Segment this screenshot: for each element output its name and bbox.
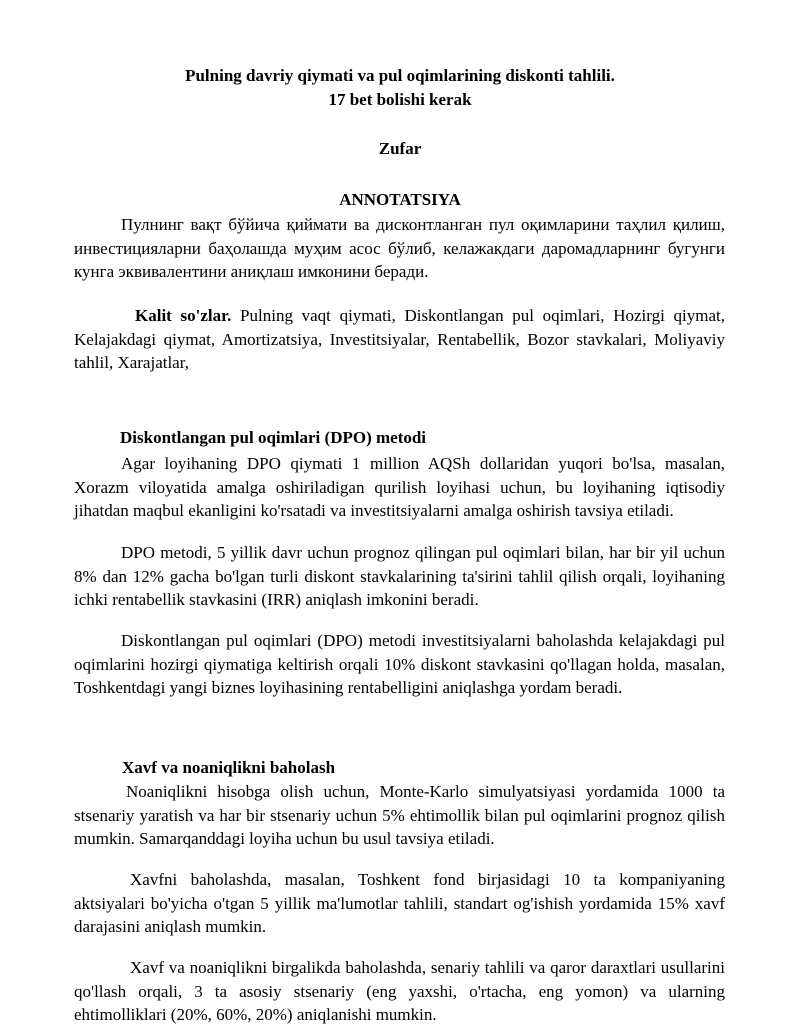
author-name: Zufar [378, 139, 422, 158]
document-title-line-1: Pulning davriy qiymati va pul oqimlarining diskonti tahlili. [185, 66, 615, 85]
keywords-paragraph [74, 304, 725, 375]
section-heading-dpo: Diskontlangan pul oqimlari (DPO) metodi [120, 428, 427, 447]
section-2-paragraph-1: Noaniqlikni hisobga olish uchun, Monte-Karlo simulyatsiyasi yordamida 1000 ta stsenariy yaratish va har bir stsenariy uchun 5% ehtimollik bilan pul oqimlarini prognoz qilish mumkin. Samarqanddagi loyiha uchun bu usul tavsiya etiladi. [74, 782, 725, 848]
document-title-line-2: 17 bet bolishi kerak [328, 90, 472, 109]
abstract-paragraph: Пулнинг вақт бўйича қиймати ва дисконтланган пул оқимларини таҳлил қилиш, инвестицияларни баҳолашда муҳим асос бўлиб, келажакдаги даромадларнинг бугунги кунга эквивалентини аниқлаш имконини беради. [74, 215, 725, 281]
section-2-paragraph-3: Xavf va noaniqlikni birgalikda baholashda, senariy tahlili va qaror daraxtlari usullarini qo'llash orqali, 3 ta asosiy stsenariy (eng yaxshi, o'rtacha, eng yomon) va ularning ehtimolliklari (20%, 60%, 20%) aniqlanishi mumkin. [74, 958, 725, 1024]
keywords-label: Kalit so'zlar. [135, 306, 232, 325]
section-1-paragraph-3: Diskontlangan pul oqimlari (DPO) metodi investitsiyalarni baholashda kelajakdagi pul oqimlarini hozirgi qiymatiga keltirish orqali 10% diskont stavkasini qo'llagan holda, masalan, Toshkentdagi yangi biznes loyihasining rentabelligini aniqlashga yordam beradi. [74, 631, 725, 697]
section-1-paragraph-1: Agar loyihaning DPO qiymati 1 million AQSh dollaridan yuqori bo'lsa, masalan, Xorazm viloyatida amalga oshiriladigan qurilish loyihasi uchun, bu loyihaning iqtisodiy jihatdan maqbul ekanligini ko'rsatadi va investitsiyalarni amalga oshirish tavsiya etiladi. [74, 454, 725, 520]
section-2-paragraph-2: Xavfni baholashda, masalan, Toshkent fond birjasidagi 10 ta kompaniyaning aktsiyalari bo'yicha o'tgan 5 yillik ma'lumotlar tahlili, standart og'ishish yordamida 15% xavf darajasini aniqlash mumkin. [74, 870, 725, 936]
section-heading-risk: Xavf va noaniqlikni baholash [122, 758, 336, 777]
keywords-list: Pulning vaqt qiymati, Diskontlangan pul oqimlari, Hozirgi qiymat, Kelajakdagi qiymat, Amortizatsiya, Investitsiyalar, Rentabellik, Bozor stavkalari, Moliyaviy tahlil, Xarajatlar, [74, 306, 725, 372]
section-1-paragraph-2: DPO metodi, 5 yillik davr uchun prognoz qilingan pul oqimlari bilan, har bir yil uchun 8% dan 12% gacha bo'lgan turli diskont stavkalarining ta'sirini tahlil qilish orqali, loyihaning ichki rentabellik stavkasini (IRR) aniqlash imkonini beradi. [74, 543, 725, 609]
abstract-heading: ANNOTATSIYA [339, 190, 461, 209]
